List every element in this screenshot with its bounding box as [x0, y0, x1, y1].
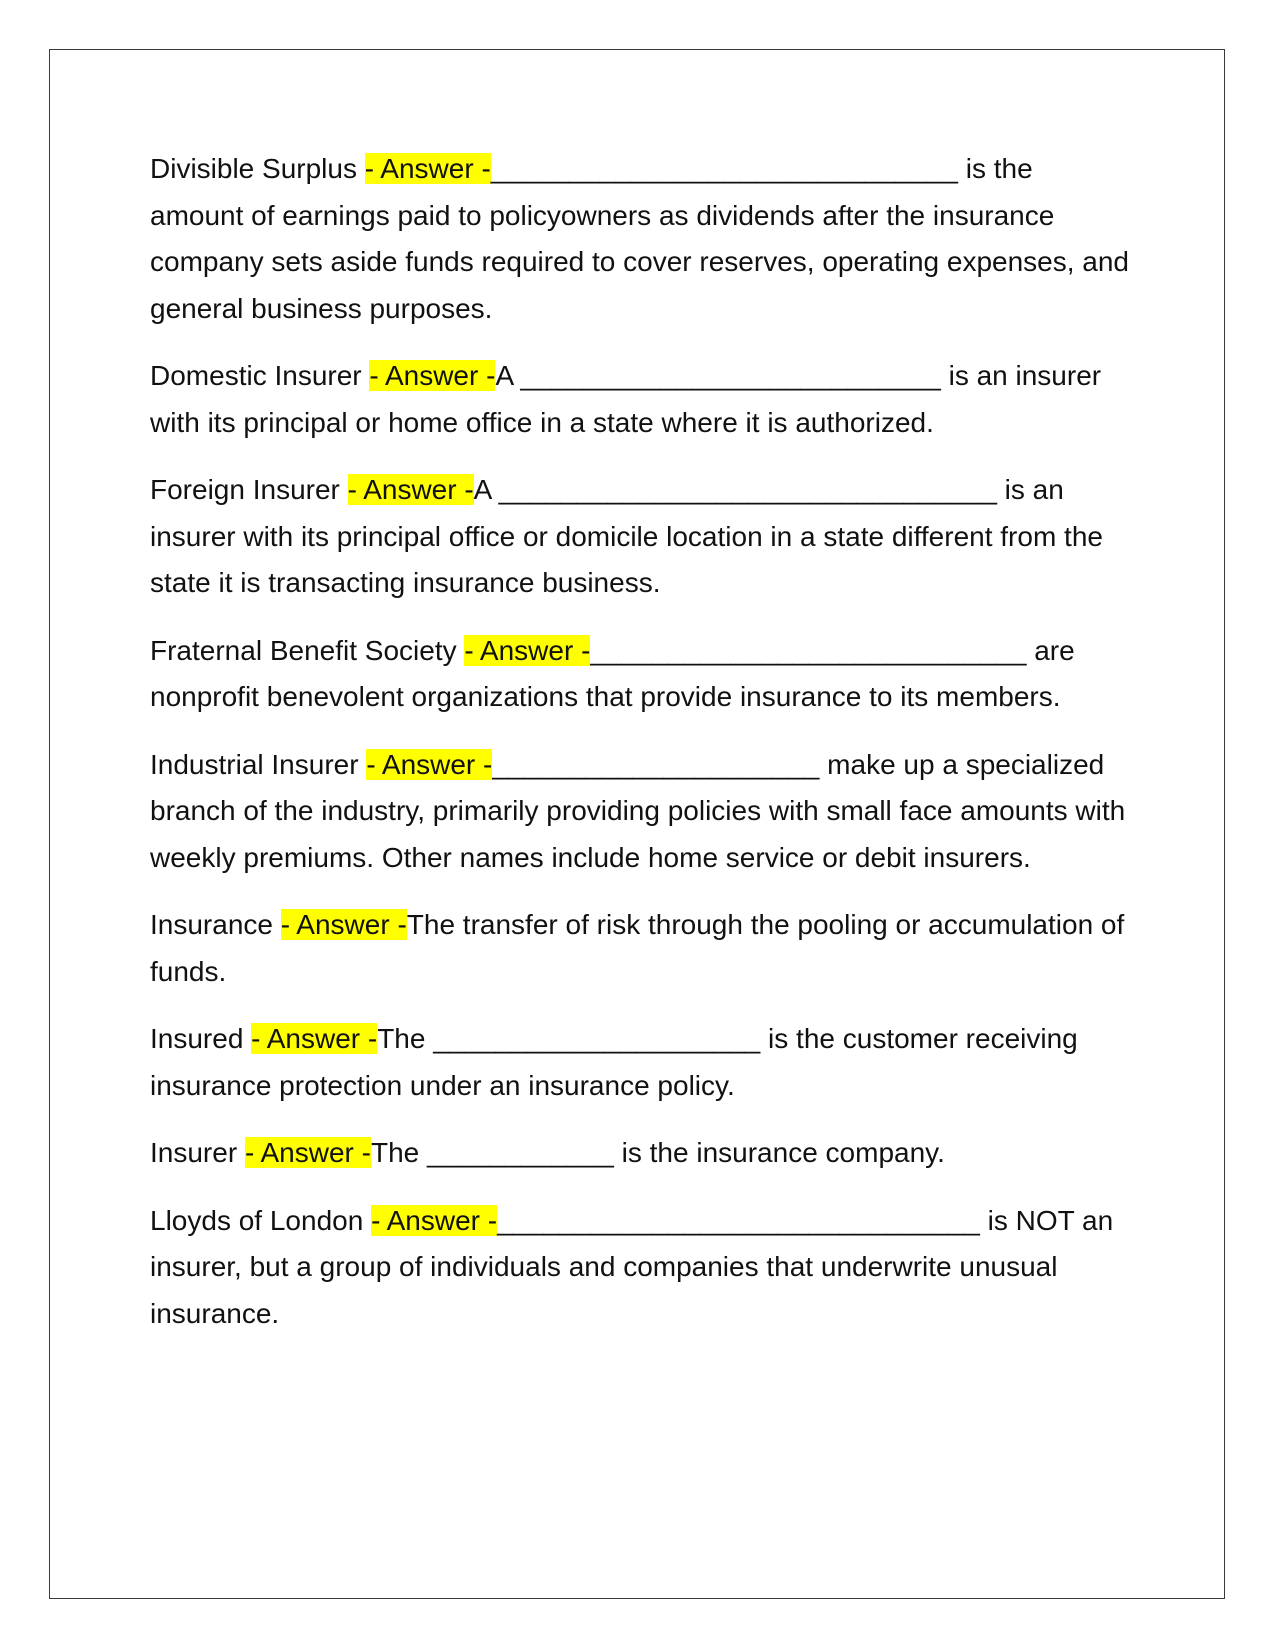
entry-term: Foreign Insurer [150, 474, 348, 505]
entry-lloyds-of-london [150, 1198, 1130, 1338]
answer-blank: ____________________________ [590, 634, 1027, 666]
entry-definition: is an insurer with its principal or home office in a state where it is authorized. [150, 360, 1109, 438]
entry-term: Industrial Insurer [150, 748, 367, 780]
entry-prefix: A [473, 474, 499, 505]
entry-definition: is an insurer with its principal office or domicile location in a state different from the state it is transacting insurance business. [150, 474, 1111, 598]
entry-term: Insurer [150, 1137, 245, 1168]
answer-marker: - Answer - [364, 153, 491, 184]
entry-insured [150, 1016, 1130, 1109]
entry-definition: is the insurance company. [613, 1137, 945, 1168]
entry-definition: is NOT an insurer, but a group of individuals and companies that underwrite unusual insurance. [150, 1204, 1121, 1329]
entry-prefix: The [377, 1023, 434, 1054]
answer-marker: - Answer - [280, 909, 407, 940]
entry-domestic-insurer [150, 353, 1130, 446]
entry-term: Divisible Surplus [150, 153, 365, 184]
entry-definition: make up a specialized branch of the industry, primarily providing policies with small face amounts with weekly premiums. Other names include home service or debit insurers. [150, 748, 1134, 873]
answer-marker: - Answer - [371, 1204, 498, 1236]
answer-marker: - Answer - [347, 474, 474, 505]
answer-blank: ___________________________ [520, 360, 941, 391]
entry-term: Insurance [150, 909, 281, 940]
entry-term: Lloyds of London [150, 1204, 372, 1236]
answer-marker: - Answer - [251, 1023, 378, 1054]
answer-marker: - Answer - [366, 748, 493, 780]
entry-definition: are nonprofit benevolent organizations that provide insurance to its members. [150, 634, 1083, 712]
document-body [150, 146, 1137, 1358]
answer-marker: - Answer - [464, 634, 591, 666]
entry-foreign-insurer [150, 467, 1130, 607]
answer-blank: _____________________ [492, 748, 820, 780]
entry-term: Fraternal Benefit Society [150, 634, 465, 666]
entry-prefix: The [370, 1137, 427, 1168]
entry-definition: is the amount of earnings paid to policyowners as dividends after the insurance company sets aside funds required to cover reserves, operating expenses, and general business purposes. [150, 153, 1137, 324]
answer-marker: - Answer - [244, 1137, 371, 1168]
answer-blank: ________________________________ [498, 474, 997, 505]
entry-prefix: The transfer of risk through the pooling or accumulation of funds. [150, 909, 1133, 987]
entry-insurance [150, 902, 1133, 995]
entry-definition: is the customer receiving insurance protection under an insurance policy. [150, 1023, 1086, 1101]
answer-blank: _____________________ [433, 1023, 761, 1054]
answer-blank: _______________________________ [497, 1204, 980, 1236]
entry-fraternal-benefit-society [150, 628, 1130, 721]
answer-blank: ______________________________ [490, 153, 958, 184]
answer-blank: ____________ [427, 1137, 614, 1168]
entry-term: Domestic Insurer [150, 360, 370, 391]
entry-divisible-surplus [150, 146, 1137, 332]
entry-prefix: A [495, 360, 521, 391]
entry-industrial-insurer [150, 742, 1134, 882]
entry-term: Insured [150, 1023, 252, 1054]
answer-marker: - Answer - [369, 360, 496, 391]
entry-insurer [150, 1130, 1130, 1177]
